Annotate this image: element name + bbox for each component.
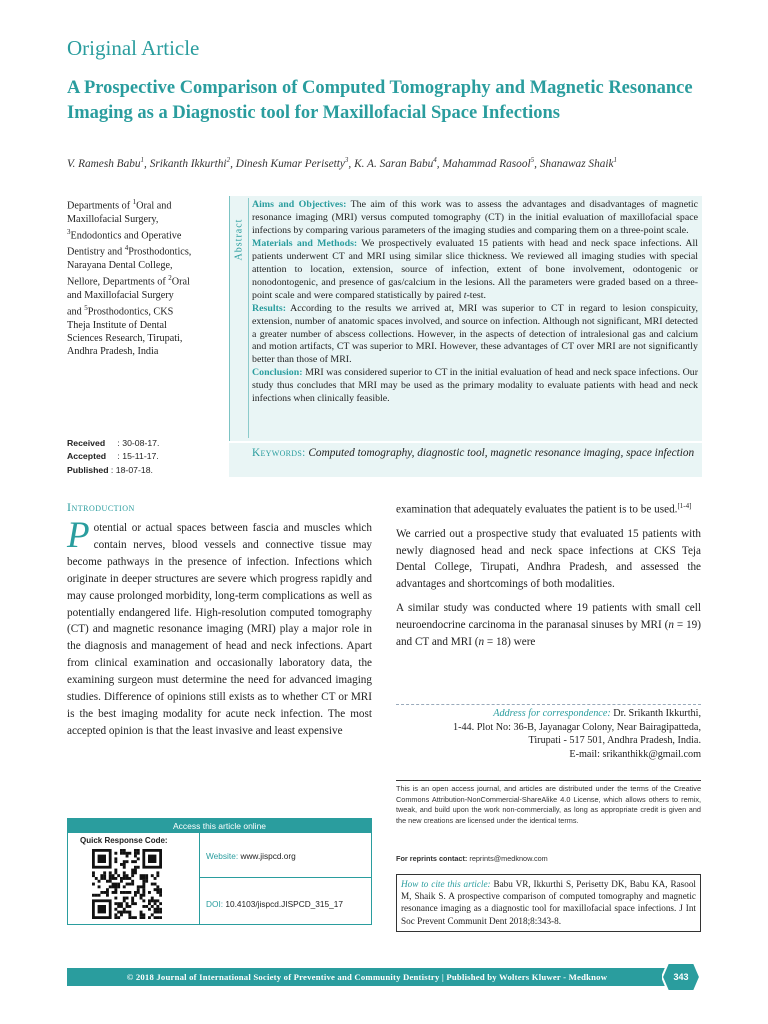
author-list: V. Ramesh Babu$^1$, Srikanth Ikkurthi$^2$, Dinesh Kumar Perisetty$^3$, K. A. Saran Babu$^4$, Mahammad Rasool$^5$, Shanawaz Shaik$^1$ bbox=[67, 156, 618, 170]
abstract-conclusion-heading: Conclusion: bbox=[252, 367, 303, 379]
abstract-side-label: Abstract bbox=[233, 218, 245, 261]
doi[interactable]: DOI: 10.4103/jispcd.JISPCD_315_17 bbox=[206, 899, 343, 909]
abstract-conclusion: MRI was considered superior to CT in the initial evaluation of head and neck space infections. Our study thus concludes that MRI may be used as the primary modality to evaluate patients with head and neck infections when clinically feasible. bbox=[252, 367, 698, 405]
correspondence-name: Dr. Srikanth Ikkurthi, bbox=[610, 708, 701, 719]
correspondence-line2: Tirupati - 517 501, Andhra Pradesh, India. bbox=[528, 735, 701, 746]
abstract-results: According to the results we arrived at, MRI was superior to CT in regard to lesion conspicuity, extension, number of anatomic spaces involved, and source on infection. Although not significant, MRI detected a greater number of abscess collections. However, in the aspects of detection of intralesional gas and calcium and motion artifacts, CT was superior to MRI. However, these advantages of CT over MRI are not significantly better than those of MRI. bbox=[252, 302, 698, 366]
abstract-aims: The aim of this work was to assess the advantages and disadvantages of magnetic resonance imaging (MRI) versus computed tomography (CT) in the initial evaluation of maxillofacial space infections by comparing various parameters of the imaging studies and comparing them on a three-point scale. bbox=[252, 199, 698, 236]
website[interactable]: Website: www.jispcd.org bbox=[206, 851, 296, 861]
abstract-methods-t: t bbox=[463, 289, 467, 301]
reprints-contact: For reprints contact: reprints@medknow.com bbox=[396, 854, 548, 863]
author-affiliation-marker: 4 bbox=[433, 156, 437, 164]
qr-label: Quick Response Code: bbox=[80, 836, 168, 845]
introduction-right-column bbox=[396, 498, 701, 658]
correspondence-email[interactable]: E-mail: srikanthikk@gmail.com bbox=[569, 748, 701, 760]
intro-paragraph-2: We carried out a prospective study that evaluated 15 patients with newly diagnosed head and neck space infections at CKS Teja Dental College, Tirupati, Andhra Pradesh, and assessed the advantages and shortcomings of both modalities. bbox=[396, 527, 701, 591]
affiliation-line: Departments of $^1$Oral and bbox=[67, 198, 172, 212]
introduction-left-column bbox=[67, 515, 372, 740]
affiliation-block bbox=[67, 196, 232, 358]
affiliation-line: Andhra Pradesh, India bbox=[67, 345, 159, 357]
article-title: A Prospective Comparison of Computed Tomography and Magnetic Resonance Imaging as a Diagnostic tool for Maxillofacial Space Infections bbox=[67, 78, 693, 123]
date-row: Published : 18-07-18. bbox=[67, 464, 153, 475]
date-row: Received : 30-08-17. bbox=[67, 438, 160, 448]
correspondence-block bbox=[396, 707, 701, 761]
page-number: 343 bbox=[673, 972, 689, 982]
citation-ref[interactable]: [1-4] bbox=[677, 502, 692, 510]
intro-paragraph-1: examination that adequately evaluates the patient is to be used.[1-4] bbox=[396, 502, 692, 516]
author-name: K. A. Saran Babu bbox=[354, 157, 434, 170]
affiliation-line: and Maxillofacial Surgery bbox=[67, 289, 174, 301]
affiliation-line: Sciences Research, Tirupati, bbox=[67, 332, 183, 344]
correspondence-line1: 1-44. Plot No: 36-B, Jayanagar Colony, Near Bairagipatteda, bbox=[452, 721, 701, 733]
footer-text: © 2018 Journal of International Society of Preventive and Community Dentistry | Published by Wolters Kluwer - Medknow bbox=[126, 972, 608, 982]
date-row: Accepted : 15-11-17. bbox=[67, 451, 159, 462]
author-affiliation-marker: 1 bbox=[613, 156, 618, 164]
author-affiliation-marker: 5 bbox=[530, 156, 535, 164]
reprints-email[interactable]: reprints@medknow.com bbox=[467, 854, 548, 863]
abstract-results-heading: Results: bbox=[252, 302, 287, 314]
author-name: Mahammad Rasool bbox=[442, 157, 531, 170]
affiliation-line: Maxillofacial Surgery, bbox=[67, 213, 159, 225]
introduction-heading: Introduction bbox=[67, 500, 135, 514]
intro-paragraph-3: A similar study was conducted where 19 patients with small cell neuroendocrine carcinoma in the paranasal sinuses by MRI (n = 19) and CT and MRI (n = 18) were bbox=[396, 602, 701, 649]
how-to-cite-text: Babu VR, Ikkurthi S, Perisetty DK, Babu KA, Rasool M, Shaik S. A prospective comparison of computed tomography and magnetic resonance imaging as a diagnostic tool for maxillofacial space infections. J Int Soc Prevent Communit Dent 2018;8:343-8. bbox=[401, 879, 696, 926]
affiliation-line: and $^5$Prosthodontics, CKS bbox=[67, 303, 174, 318]
abstract-text bbox=[252, 199, 698, 406]
keywords-label: Keywords: bbox=[252, 447, 306, 459]
introduction-left-text: otential or actual spaces between fascia and muscles which contain nerves, blood vessels and connective tissue may become pathways in the presence of infection. Infections which originate in deeper structures are severe which progress rapidly and may cause prolonged morbidity, long-term complications as well as potentially endangered life. High-resolution computed tomography (CT) and magnetic resonance imaging (MRI) play a major role in the diagnosis and management of head and neck infections. Apart from clinical examination and occasionally laboratory data, the examining surgeon must determine the need for advanced imaging studies. Difference of opinions still exists as to whether CT or MRI is the best imaging modality for acute neck infection. The most accepted opinion is that the least invasive and least expensive bbox=[67, 522, 372, 737]
affiliation-line: Nellore, Departments of $^2$Oral bbox=[67, 274, 190, 288]
qr-code-icon[interactable] bbox=[92, 849, 162, 919]
article-type: Original Article bbox=[67, 36, 200, 60]
correspondence-label: Address for correspondence: bbox=[493, 708, 611, 719]
dates-block bbox=[67, 437, 232, 477]
abstract-divider bbox=[248, 198, 249, 438]
author-name: V. Ramesh Babu bbox=[67, 157, 141, 170]
how-to-cite-label: How to cite this article: bbox=[401, 879, 491, 889]
author-name: Srikanth Ikkurthi bbox=[149, 157, 227, 170]
affiliation-line: Narayana Dental College, bbox=[67, 259, 173, 271]
affiliation-line: $^3$Endodontics and Operative bbox=[67, 227, 182, 242]
license-rule bbox=[396, 780, 701, 781]
abstract-aims-heading: Aims and Objectives: bbox=[252, 199, 347, 210]
affiliation-line: Dentistry and $^4$Prosthodontics, bbox=[67, 244, 192, 258]
access-online-heading: Access this article online bbox=[68, 819, 371, 833]
access-online-box bbox=[67, 818, 372, 925]
website-cell bbox=[200, 833, 371, 878]
keywords-text: Computed tomography, diagnostic tool, magnetic resonance imaging, space infection bbox=[305, 447, 695, 459]
how-to-cite-box bbox=[396, 874, 701, 932]
abstract-methods-end: -test. bbox=[466, 289, 486, 301]
qr-cell bbox=[68, 833, 200, 924]
abstract-methods: We prospectively evaluated 15 patients with head and neck space infections. All patients underwent CT and MRI using similar slice thickness. We reviewed all imaging studies with special attention to location, extension, source of infection, extent of bone involvement, odontogenic or nonodontogenic, and presence of gas/calcium in the lesions. All the parameters were graded based on a three-point scale and were compared statistically by paired bbox=[252, 237, 698, 301]
author-affiliation-marker: 3 bbox=[344, 156, 349, 164]
drop-cap: P bbox=[67, 515, 90, 556]
correspondence-rule bbox=[396, 704, 701, 705]
keywords bbox=[252, 446, 698, 461]
license-text: This is an open access journal, and articles are distributed under the terms of the Creative Commons Attribution-NonCommercial-ShareAlike 4.0 License, which allows others to remix, tweak, and build upon the work non-commercially, as long as appropriate credit is given and the new creations are licensed under the identical terms. bbox=[396, 784, 701, 825]
author-affiliation-marker: 2 bbox=[226, 156, 231, 164]
author-name: Dinesh Kumar Perisetty bbox=[235, 157, 345, 170]
author-affiliation-marker: 1 bbox=[140, 156, 145, 164]
abstract-methods-heading: Materials and Methods: bbox=[252, 237, 358, 249]
author-name: Shanawaz Shaik bbox=[539, 157, 614, 170]
affiliation-line: Theja Institute of Dental bbox=[67, 319, 167, 331]
